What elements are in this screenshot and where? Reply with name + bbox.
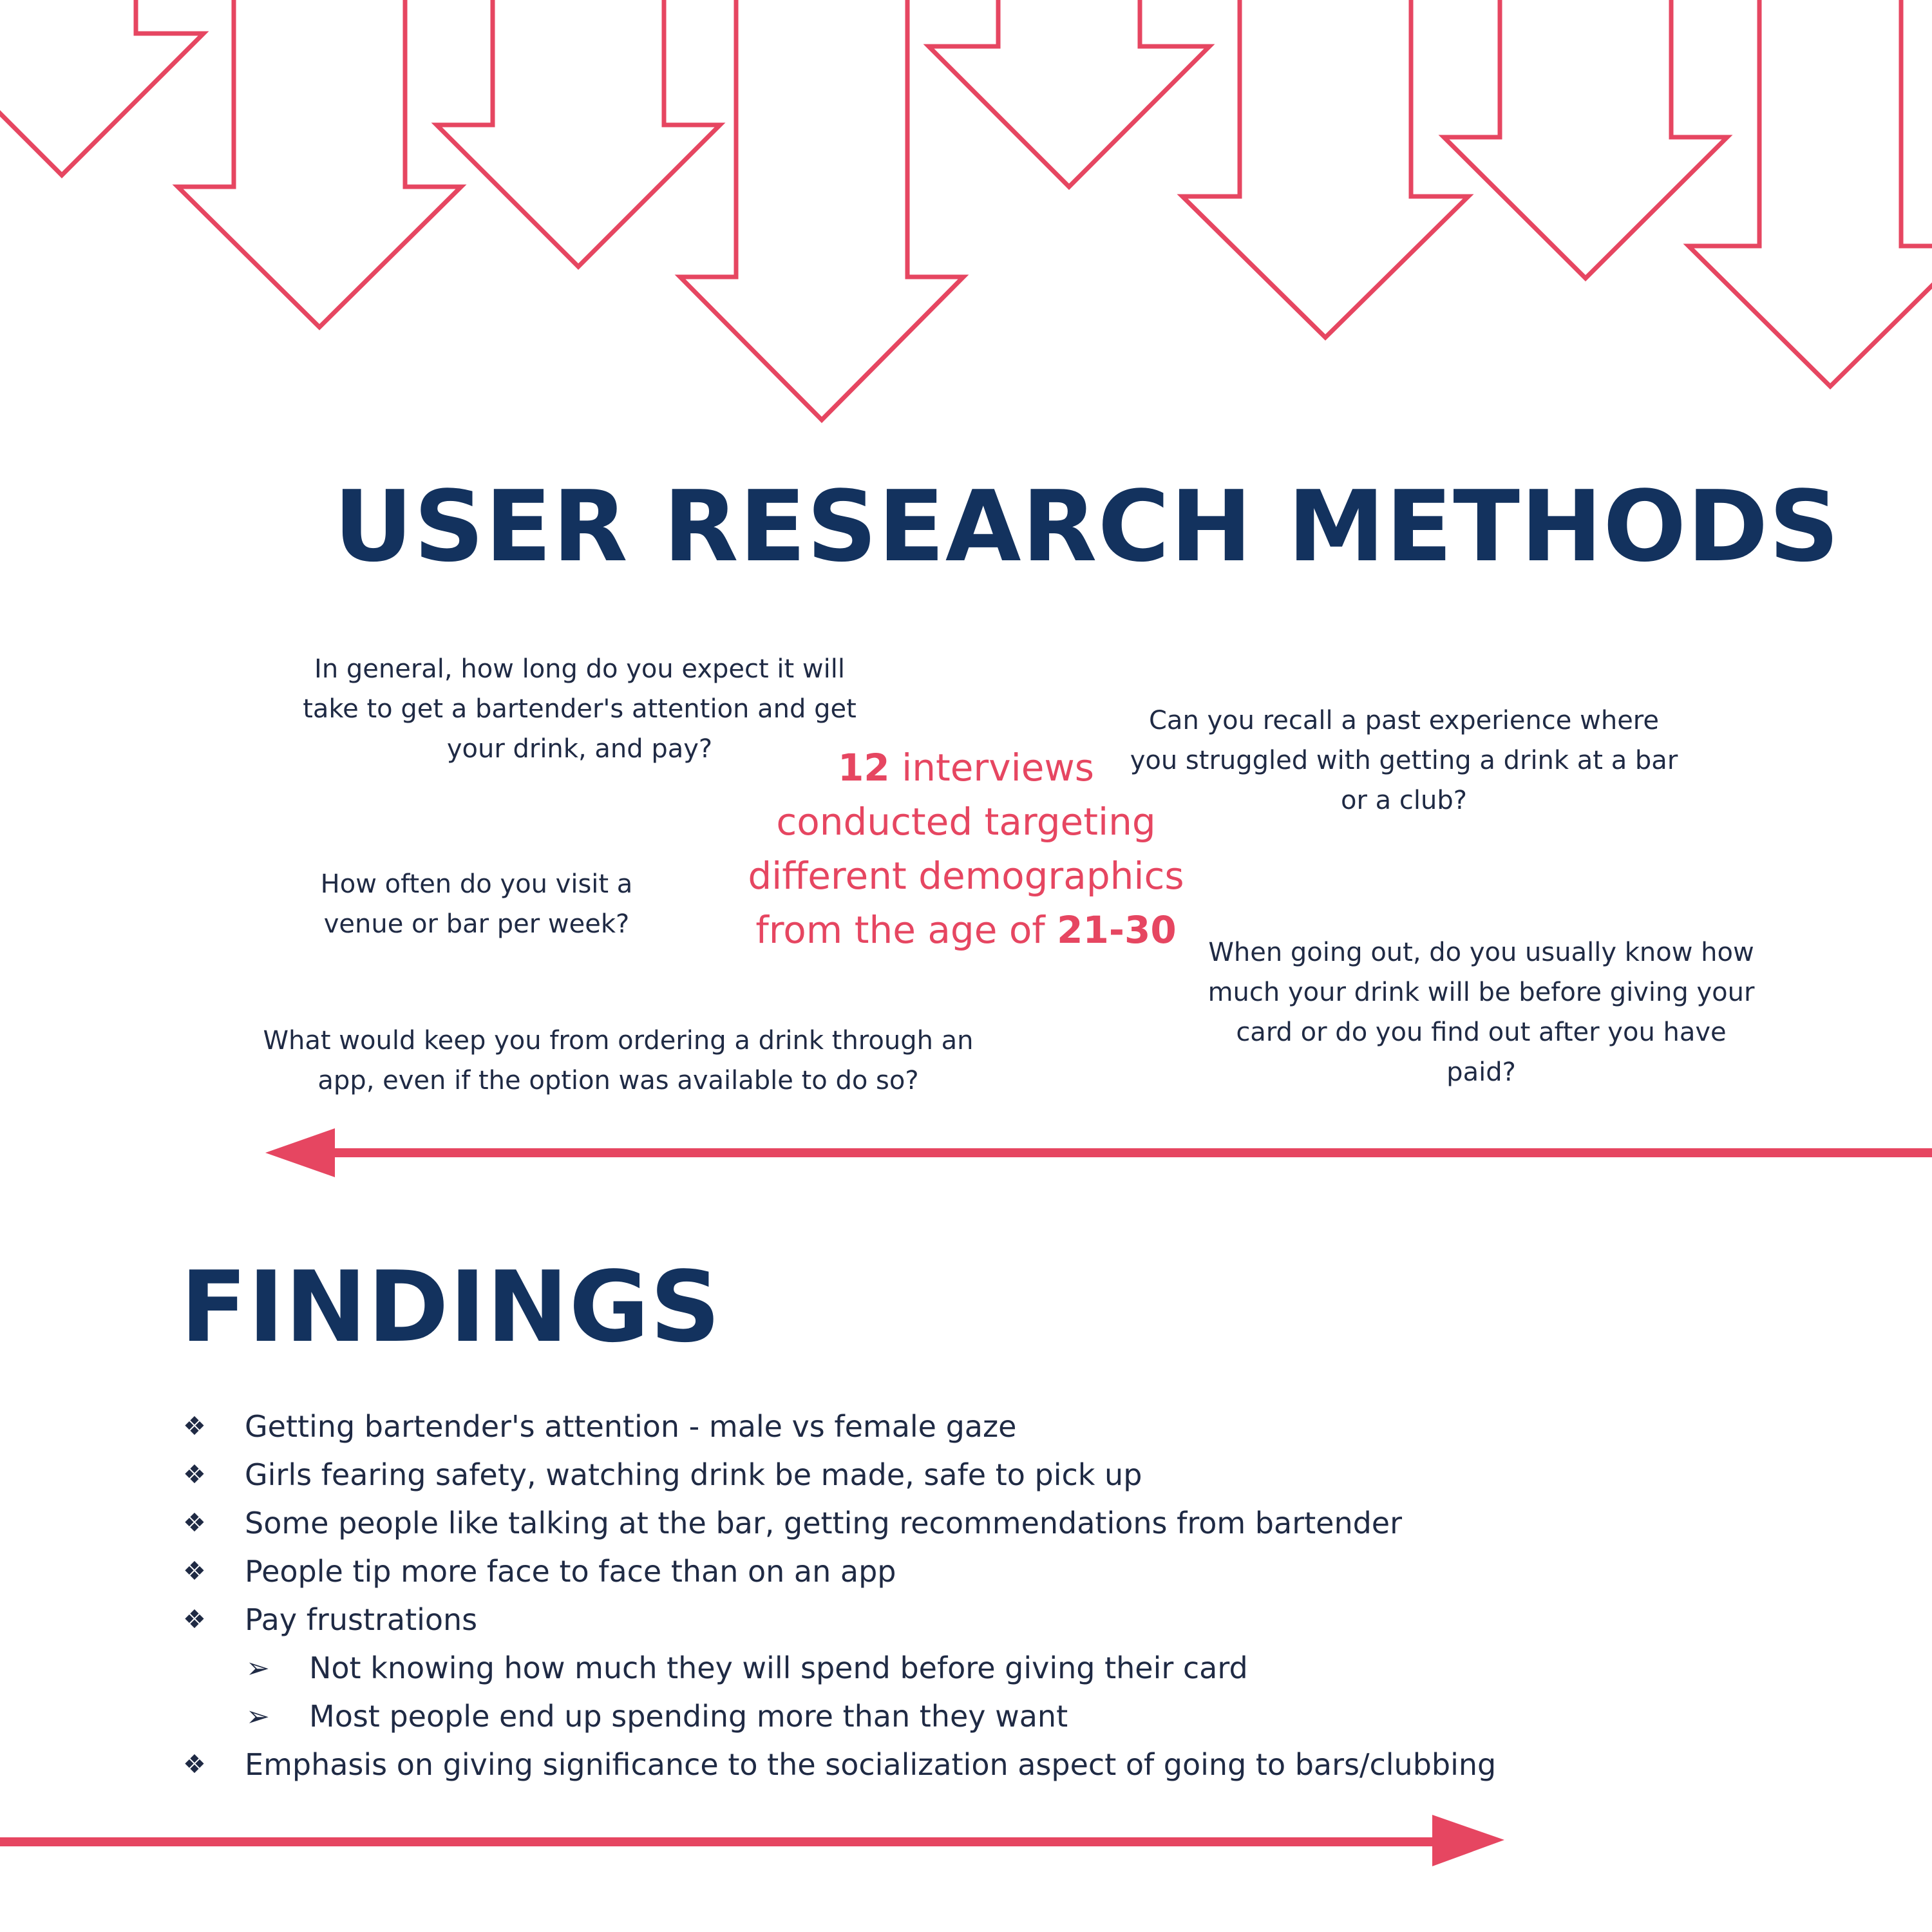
finding-item (180, 1499, 1855, 1548)
finding-item (180, 1451, 1855, 1499)
finding-subtext: Most people end up spending more than they want (309, 1699, 1068, 1734)
finding-text: Some people like talking at the bar, getting recommendations from bartender (245, 1506, 1403, 1540)
question-attention-time: In general, how long do you expect it will take to get a bartender's attention and get your drink, and pay? (303, 654, 857, 764)
diamond-bullet-icon: ❖ (183, 1750, 206, 1779)
finding-item (180, 1741, 1855, 1789)
finding-text: Pay frustrations (245, 1602, 478, 1637)
diamond-bullet-icon: ❖ (183, 1412, 206, 1441)
down-arrow-outline-icon (437, 0, 720, 267)
interview-count: 12 (837, 746, 890, 790)
diamond-bullet-icon: ❖ (183, 1605, 206, 1634)
interview-label: interviews (889, 746, 1095, 790)
arrowhead-bullet-icon: ➢ (246, 1652, 270, 1685)
arrowhead-bullet-icon: ➢ (246, 1700, 270, 1733)
finding-item (180, 1596, 1855, 1644)
right-arrow-icon (0, 1815, 1504, 1866)
age-range: 21-30 (1057, 908, 1177, 952)
question-app-barriers: What would keep you from ordering a drink through an app, even if the option was available to do so? (263, 1026, 974, 1095)
down-arrow-outline-icon (1689, 0, 1932, 386)
finding-item (180, 1403, 1855, 1451)
down-arrow-outline-icon (1444, 0, 1727, 278)
finding-text: Getting bartender's attention - male vs female gaze (245, 1409, 1017, 1444)
methods-title: USER RESEARCH METHODS (334, 469, 1841, 583)
down-arrow-outline-icon (178, 0, 461, 327)
diamond-bullet-icon: ❖ (183, 1557, 206, 1586)
stat-line-3: different demographics (748, 854, 1184, 898)
finding-subtext: Not knowing how much they will spend before giving their card (309, 1651, 1248, 1685)
finding-subitem (180, 1692, 1855, 1741)
question-price-awareness: When going out, do you usually know how much your drink will be before giving your card or do you find out after you have paid? (1208, 938, 1755, 1087)
down-arrow-outline-icon (929, 0, 1209, 187)
down-arrow-outline-icon (0, 0, 204, 175)
finding-text: Emphasis on giving significance to the socialization aspect of going to bars/clubbing (245, 1747, 1497, 1782)
finding-subitem (180, 1644, 1855, 1692)
findings-list (180, 1403, 1855, 1789)
stat-line-2: conducted targeting (776, 800, 1156, 844)
diamond-bullet-icon: ❖ (183, 1460, 206, 1490)
question-past-struggle: Can you recall a past experience where you struggled with getting a drink at a bar or a club? (1130, 706, 1678, 815)
interview-stat (702, 741, 1230, 957)
finding-item (180, 1548, 1855, 1596)
finding-text: People tip more face to face than on an app (245, 1554, 896, 1589)
finding-text: Girls fearing safety, watching drink be made, safe to pick up (245, 1457, 1142, 1492)
left-arrow-icon (265, 1128, 1932, 1177)
findings-title: FINDINGS (180, 1250, 721, 1364)
down-arrow-outline-icon (680, 0, 963, 420)
stat-line-4-prefix: from the age of (755, 908, 1057, 952)
question-visit-frequency: How often do you visit a venue or bar per week? (320, 869, 633, 939)
diamond-bullet-icon: ❖ (183, 1508, 206, 1538)
down-arrow-outline-icon (1182, 0, 1468, 337)
